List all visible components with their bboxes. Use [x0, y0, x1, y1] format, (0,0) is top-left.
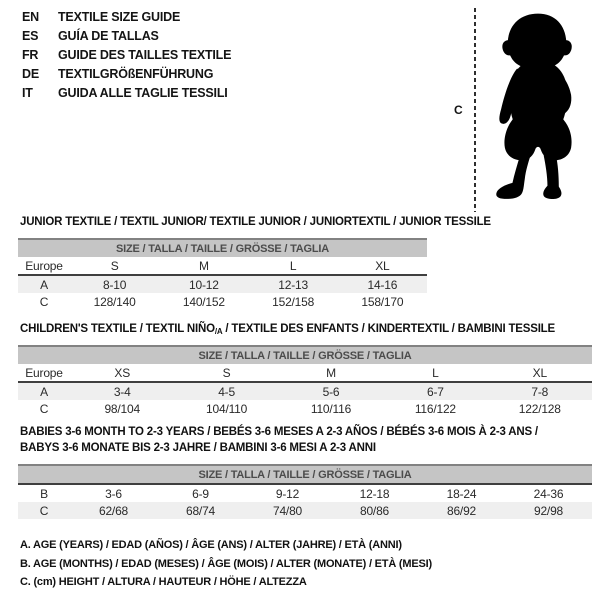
- footnote-a: A. AGE (YEARS) / EDAD (AÑOS) / ÂGE (ANS) / ALTER (JAHRE) / ETÀ (ANNI): [20, 539, 402, 551]
- lang-row-de: [22, 65, 231, 84]
- table-cell: 140/152: [182, 294, 225, 309]
- size-bar: SIZE / TALLA / TAILLE / GRÖSSE / TAGLIA: [18, 239, 427, 257]
- table-cell: 14-16: [338, 275, 427, 293]
- language-header: [22, 8, 231, 103]
- footnote-c: C. (cm) HEIGHT / ALTURA / HAUTEUR / HÖHE / ALTEZZA: [20, 576, 307, 588]
- lang-title: TEXTILE SIZE GUIDE: [58, 10, 181, 24]
- table-cell: B: [40, 486, 48, 501]
- lang-title: GUÍA DE TALLAS: [58, 29, 159, 43]
- table-cell: Europe: [18, 364, 70, 382]
- lang-row-en: [22, 8, 231, 27]
- lang-title: GUIDA ALLE TAGLIE TESSILI: [58, 86, 228, 100]
- table-cell: 116/122: [414, 401, 456, 416]
- lang-title: TEXTILGRÖßENFÜHRUNG: [58, 67, 214, 81]
- table-cell: 9-12: [275, 486, 300, 501]
- table-cell: 74/80: [244, 502, 331, 519]
- babies-section-title: [20, 424, 538, 456]
- table-cell: M: [159, 257, 248, 275]
- title-subscript: /A: [214, 327, 223, 336]
- table-row: [18, 400, 592, 417]
- height-c-label: C: [454, 103, 463, 117]
- table-row: [18, 275, 427, 293]
- table-row: [18, 465, 592, 484]
- table-row: [18, 484, 592, 502]
- table-cell: Europe: [18, 257, 70, 275]
- title-line-2: BABYS 3-6 MONATE BIS 2-3 JAHRE / BAMBINI 3-6 MESI A 2-3 ANNI: [20, 442, 376, 454]
- title-line-1: BABIES 3-6 MONTH TO 2-3 YEARS / BEBÉS 3-6 MESES A 2-3 AÑOS / BÉBÉS 3-6 MOIS À 2-3 ANS /: [20, 426, 538, 438]
- table-cell: 4-5: [174, 382, 278, 400]
- table-cell: 92/98: [505, 502, 592, 519]
- table-cell: 152/158: [272, 294, 315, 309]
- toddler-silhouette-icon: [486, 8, 590, 214]
- height-dashed-line: [474, 8, 476, 212]
- table-cell: 86/92: [418, 502, 505, 519]
- table-cell: 68/74: [157, 502, 244, 519]
- table-cell: 6-7: [383, 382, 487, 400]
- title-text: / TEXTILE DES ENFANTS / KINDERTEXTIL / BAMBINI TESSILE: [222, 323, 555, 335]
- table-cell: 24-36: [533, 486, 564, 501]
- footnote-b: B. AGE (MONTHS) / EDAD (MESES) / ÂGE (MOIS) / ALTER (MONATE) / ETÀ (MESI): [20, 557, 432, 570]
- table-cell: 12-18: [359, 486, 390, 501]
- table-cell: 80/86: [331, 502, 418, 519]
- table-row: [18, 382, 592, 400]
- table-cell: M: [279, 364, 383, 382]
- table-cell: L: [383, 364, 487, 382]
- height-figure: [448, 5, 598, 217]
- table-cell: C: [39, 294, 49, 309]
- table-cell: 10-12: [159, 275, 248, 293]
- table-cell: 158/170: [361, 294, 404, 309]
- table-cell: S: [70, 257, 159, 275]
- table-cell: 98/104: [104, 401, 140, 416]
- table-cell: C: [39, 401, 49, 416]
- table-cell: 18-24: [446, 486, 477, 501]
- lang-code: IT: [22, 86, 33, 100]
- junior-size-table: [18, 238, 427, 310]
- table-cell: 7-8: [488, 382, 592, 400]
- lang-title: GUIDE DES TAILLES TEXTILE: [58, 48, 232, 62]
- table-cell: 110/116: [310, 401, 352, 416]
- table-row: [18, 293, 427, 310]
- table-cell: XS: [70, 364, 174, 382]
- table-cell: XL: [488, 364, 592, 382]
- table-cell: 3-4: [70, 382, 174, 400]
- table-row: [18, 257, 427, 275]
- children-section-title: [20, 321, 555, 340]
- table-cell: C: [18, 502, 70, 519]
- table-cell: 62/68: [70, 502, 157, 519]
- lang-code: DE: [22, 67, 39, 81]
- table-row: [18, 239, 427, 257]
- lang-row-es: [22, 27, 231, 46]
- table-cell: 3-6: [105, 486, 122, 501]
- title-text: CHILDREN'S TEXTILE / TEXTIL NIÑO: [20, 323, 215, 335]
- table-cell: S: [174, 364, 278, 382]
- table-cell: 104/110: [206, 401, 248, 416]
- table-row: [18, 346, 592, 364]
- table-row: [18, 364, 592, 382]
- table-cell: XL: [338, 257, 427, 275]
- table-cell: 122/128: [518, 401, 561, 416]
- table-cell: 12-13: [249, 275, 338, 293]
- lang-code: FR: [22, 48, 39, 62]
- footnotes: [20, 536, 432, 592]
- size-bar: SIZE / TALLA / TAILLE / GRÖSSE / TAGLIA: [18, 346, 592, 364]
- table-cell: A: [18, 275, 70, 293]
- table-cell: L: [249, 257, 338, 275]
- lang-row-fr: [22, 46, 231, 65]
- table-cell: 6-9: [192, 486, 209, 501]
- table-cell: 5-6: [279, 382, 383, 400]
- table-cell: 8-10: [70, 275, 159, 293]
- lang-code: ES: [22, 29, 39, 43]
- lang-row-it: [22, 84, 231, 103]
- table-cell: A: [18, 382, 70, 400]
- children-size-table: [18, 345, 592, 417]
- table-cell: 128/140: [93, 294, 136, 309]
- babies-size-table: [18, 464, 592, 519]
- table-row: [18, 502, 592, 519]
- size-bar: SIZE / TALLA / TAILLE / GRÖSSE / TAGLIA: [18, 465, 592, 484]
- junior-section-title: JUNIOR TEXTILE / TEXTIL JUNIOR/ TEXTILE JUNIOR / JUNIORTEXTIL / JUNIOR TESSILE: [20, 216, 491, 228]
- lang-code: EN: [22, 10, 39, 24]
